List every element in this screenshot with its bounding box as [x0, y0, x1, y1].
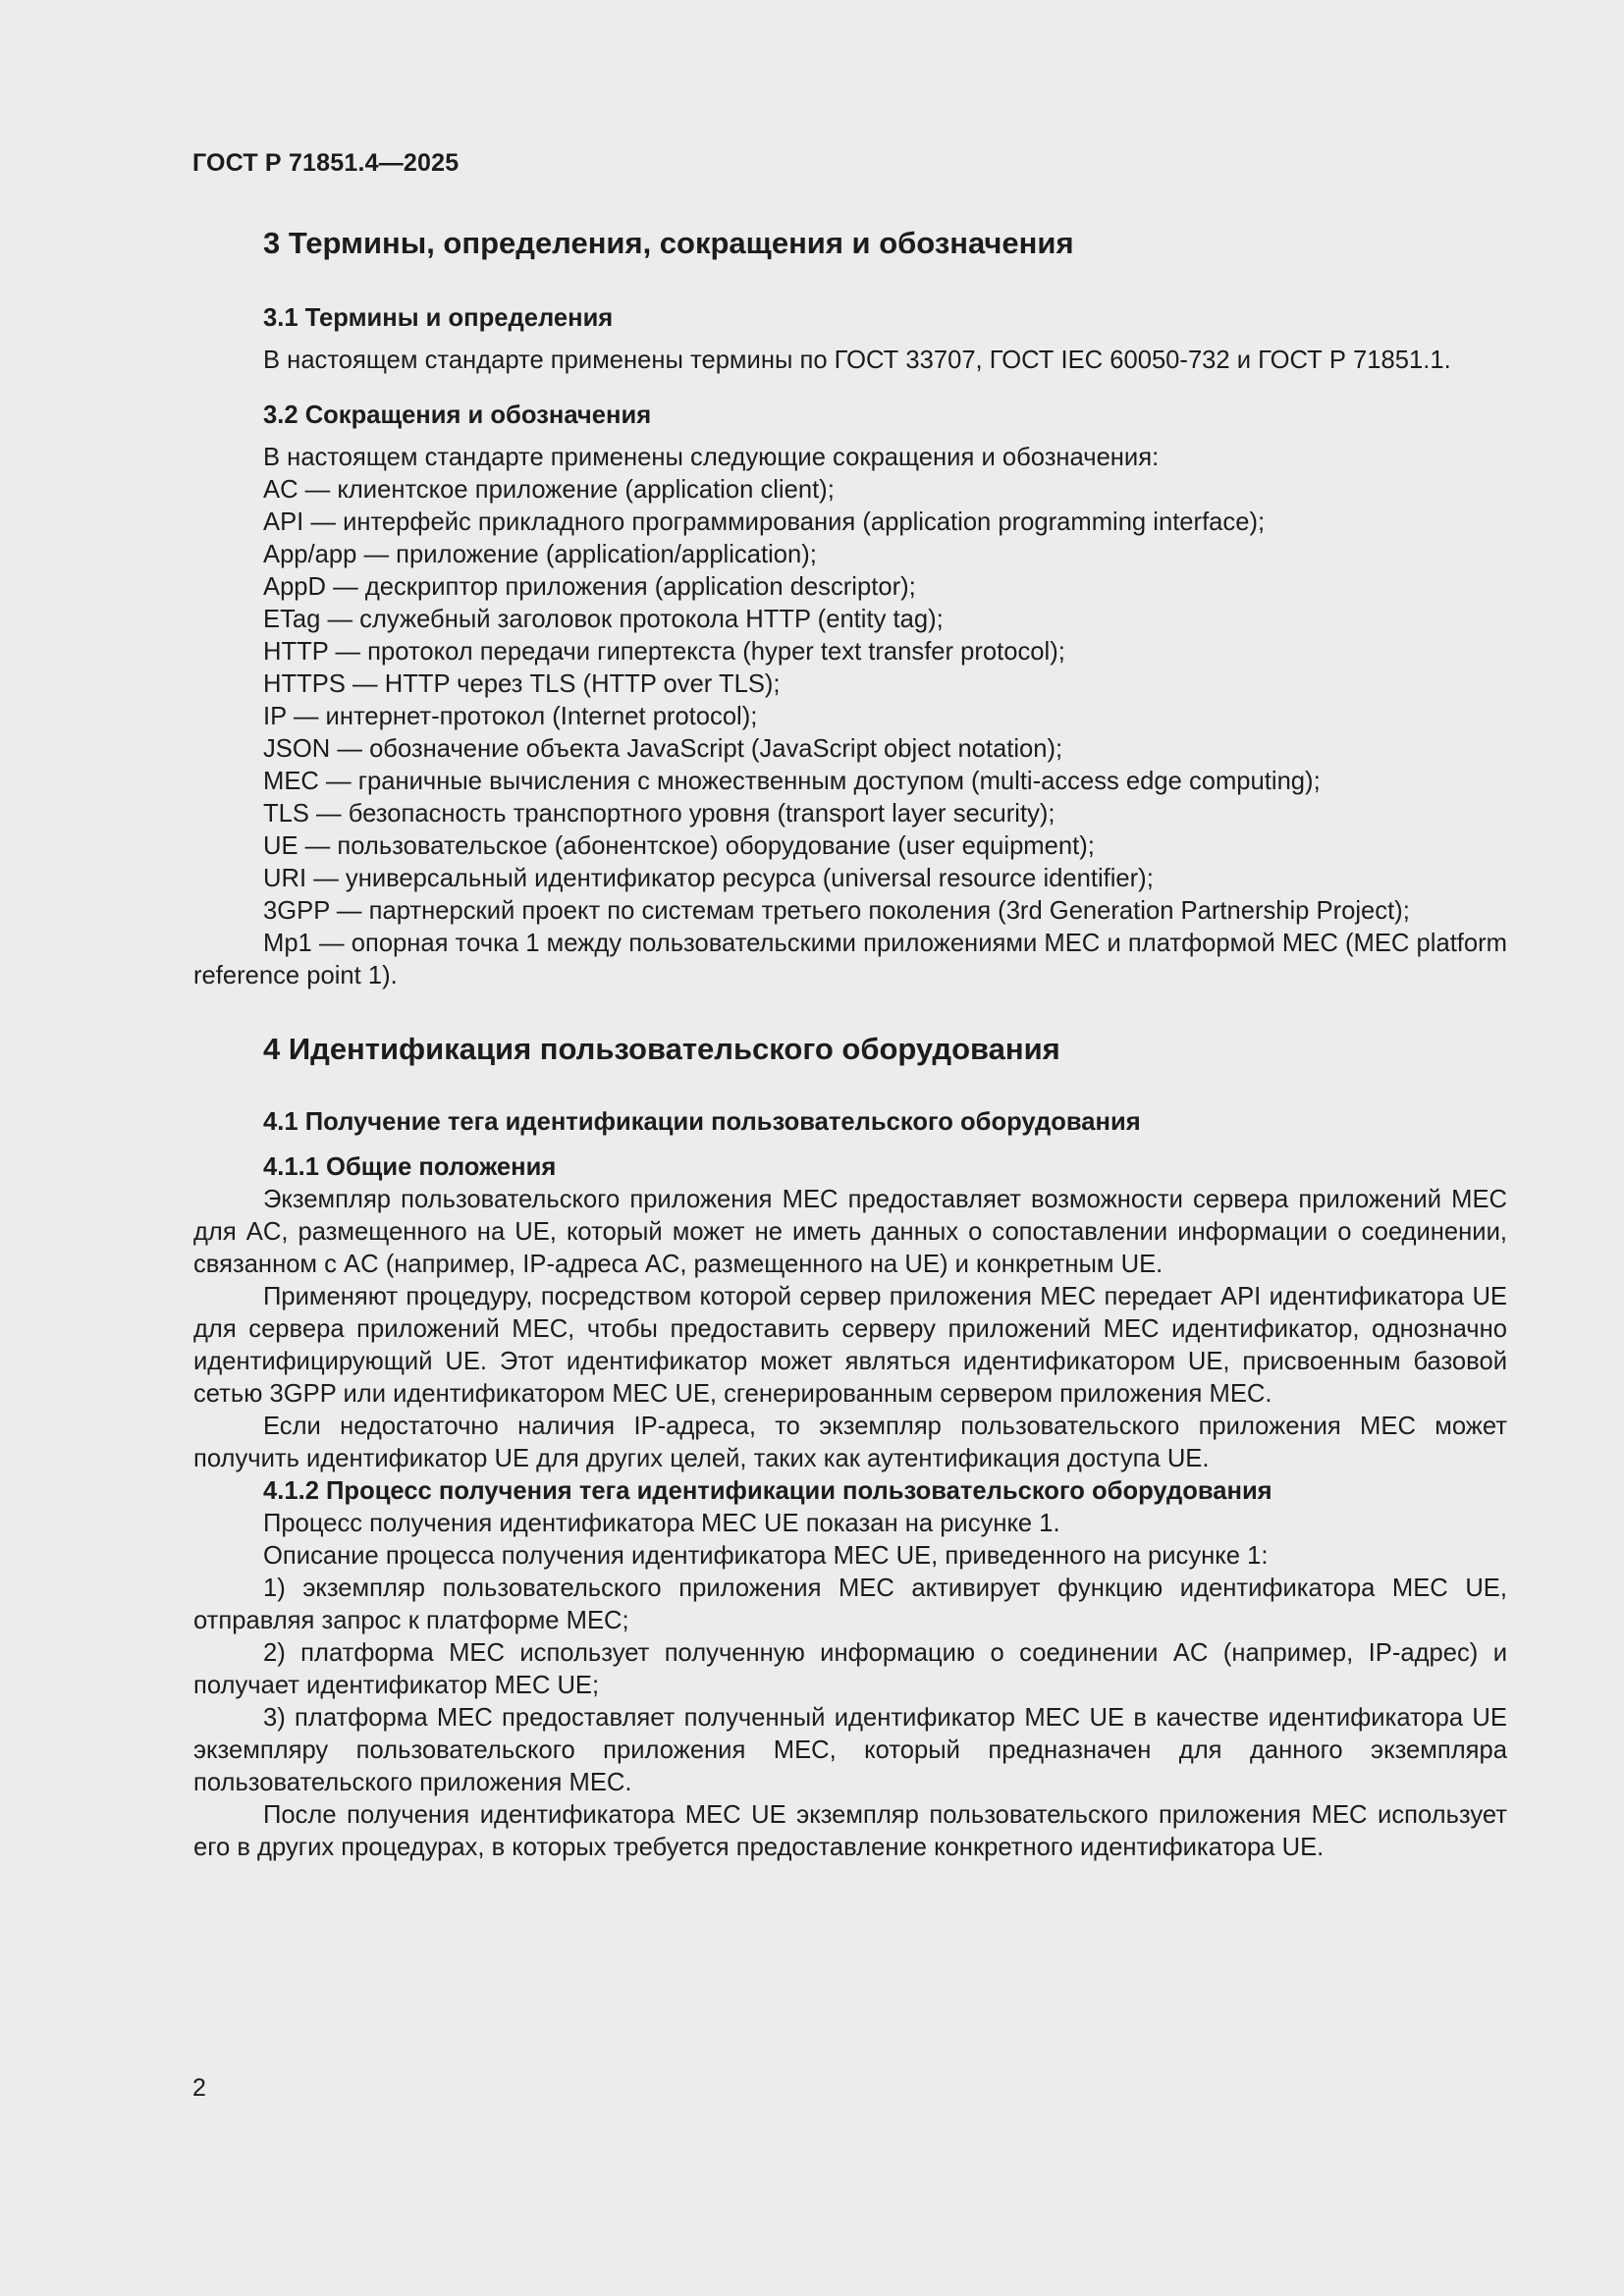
paragraph: Экземпляр пользовательского приложения MEC предоставляет возможности сервера приложений MEC для AC, размещенного на UE, который может не иметь данных о сопоставлении информации о соединении, связанном с AC (например, IP-адреса AC, размещенного на UE) и конкретным UE.: [193, 1186, 1507, 1278]
abbreviation-item: ETag — служебный заголовок протокола HTTP (entity tag);: [263, 606, 944, 633]
abbreviation-item: API — интерфейс прикладного программирования (application programming interface);: [263, 508, 1266, 536]
abbreviation-item: App/app — приложение (application/application);: [263, 541, 817, 568]
section-4-1-title: 4.1 Получение тега идентификации пользовательского оборудования: [263, 1108, 1141, 1136]
abbreviation-item: TLS — безопасность транспортного уровня (transport layer security);: [263, 800, 1056, 828]
section-3-2-title: 3.2 Сокращения и обозначения: [263, 401, 652, 429]
section-3-2-intro: В настоящем стандарте применены следующие сокращения и обозначения:: [263, 444, 1160, 471]
section-3-title: 3 Термины, определения, сокращения и обозначения: [263, 226, 1074, 260]
list-item: 1) экземпляр пользовательского приложения MEC активирует функцию идентификатора MEC UE, отправляя запрос к платформе MEC;: [193, 1575, 1507, 1634]
page-number: 2: [192, 2074, 206, 2102]
abbreviation-item: URI — универсальный идентификатор ресурса (universal resource identifier);: [263, 865, 1154, 892]
document-header: ГОСТ Р 71851.4—2025: [192, 149, 460, 177]
paragraph: Описание процесса получения идентификатора MEC UE, приведенного на рисунке 1:: [263, 1542, 1269, 1570]
abbreviation-item: UE — пользовательское (абонентское) оборудование (user equipment);: [263, 832, 1095, 860]
abbreviation-item: 3GPP — партнерский проект по системам третьего поколения (3rd Generation Partnership Project);: [263, 897, 1410, 925]
section-3-1-title: 3.1 Термины и определения: [263, 304, 614, 332]
paragraph: Процесс получения идентификатора MEC UE показан на рисунке 1.: [263, 1510, 1060, 1537]
section-4-1-1-title: 4.1.1 Общие положения: [263, 1153, 557, 1181]
abbreviation-item: IP — интернет-протокол (Internet protocol);: [263, 703, 758, 730]
abbreviation-item: AC — клиентское приложение (application client);: [263, 476, 835, 504]
abbreviation-item: MEC — граничные вычисления с множественным доступом (multi-access edge computing);: [263, 768, 1321, 795]
section-4-title: 4 Идентификация пользовательского оборудования: [263, 1032, 1060, 1066]
abbreviation-item: AppD — дескриптор приложения (application descriptor);: [263, 573, 916, 601]
list-item: 3) платформа MEC предоставляет полученный идентификатор MEC UE в качестве идентификатора UE экземпляру пользовательского приложения MEC, который предназначен для данного экземпляра пользовательского приложения MEC.: [193, 1704, 1507, 1796]
paragraph: Применяют процедуру, посредством которой сервер приложения MEC передает API идентификатора UE для сервера приложений MEC, чтобы предоставить серверу приложений MEC идентификатор, однозначно идентифицирующий UE. Этот идентификатор может являться идентификатором UE, присвоенным базовой сетью 3GPP или идентификатором MEC UE, сгенерированным сервером приложения MEC.: [193, 1283, 1507, 1408]
section-3-1-text: В настоящем стандарте применены термины по ГОСТ 33707, ГОСТ IEC 60050-732 и ГОСТ Р 71851.1.: [263, 347, 1451, 374]
section-4-1-2-title: 4.1.2 Процесс получения тега идентификации пользовательского оборудования: [263, 1477, 1272, 1505]
abbreviation-list: [193, 474, 1507, 992]
abbreviation-item: HTTPS — HTTP через TLS (HTTP over TLS);: [263, 670, 781, 698]
paragraph: Если недостаточно наличия IP-адреса, то экземпляр пользовательского приложения MEC может получить идентификатор UE для других целей, таких как аутентификация доступа UE.: [193, 1413, 1507, 1472]
abbreviation-item: JSON — обозначение объекта JavaScript (JavaScript object notation);: [263, 735, 1063, 763]
page-content: [193, 224, 1507, 1864]
abbreviation-item: HTTP — протокол передачи гипертекста (hyper text transfer protocol);: [263, 638, 1065, 666]
paragraph: После получения идентификатора MEC UE экземпляр пользовательского приложения MEC использует его в других процедурах, в которых требуется предоставление конкретного идентификатора UE.: [193, 1801, 1507, 1861]
abbreviation-item: Mp1 — опорная точка 1 между пользовательскими приложениями MEC и платформой MEC (MEC platform reference point 1).: [193, 930, 1507, 989]
list-item: 2) платформа MEC использует полученную информацию о соединении AC (например, IP-адрес) и получает идентификатор MEC UE;: [193, 1639, 1507, 1699]
